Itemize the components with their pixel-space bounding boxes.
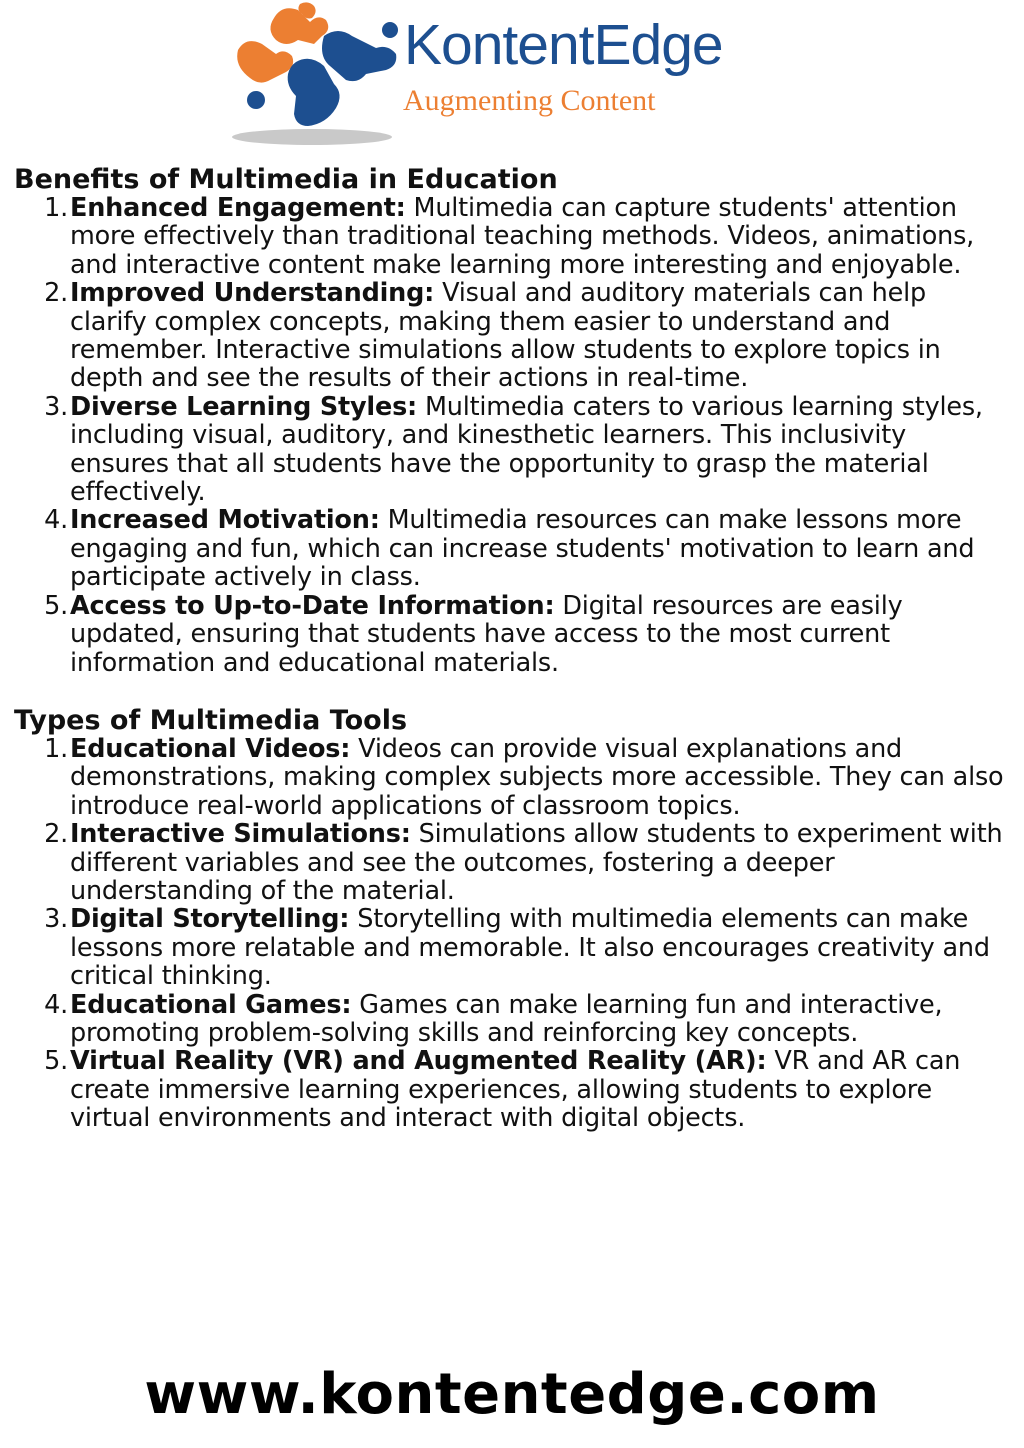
list-item [14,991,1004,1048]
list-number: 5. [44,590,68,621]
item-term: Digital Storytelling: [70,904,350,935]
list-item [14,592,1004,677]
list-number: 4. [44,505,68,536]
list-item [14,393,1004,507]
item-term: Increased Motivation: [70,505,380,536]
logo-name: KontentEdge [404,13,723,77]
item-term: Improved Understanding: [70,278,435,309]
section-title-tools: Types of Multimedia Tools [14,704,408,736]
list-item [14,194,1004,279]
item-text: Games can make learning fun and interactive, promoting problem-solving skills and reinforcing key concepts. [70,989,943,1048]
item-term: Interactive Simulations: [70,819,411,850]
item-term: Educational Videos: [70,733,351,764]
item-text: Multimedia caters to various learning styles, including visual, auditory, and kinesthetic learners. This inclusivity ensures that all students have the opportunity to grasp the material effectively. [70,391,983,508]
list-number: 2. [44,278,68,309]
benefits-list [14,194,1004,677]
logo-puzzle-icon [226,0,406,152]
list-item [14,735,1004,820]
list-number: 1. [44,193,68,223]
section-title-benefits: Benefits of Multimedia in Education [14,164,558,195]
list-number: 2. [44,819,68,850]
list-item [14,820,1004,905]
logo-tagline: Augmenting Content [403,84,656,117]
list-number: 5. [44,1046,68,1077]
website-url: www.kontentedge.com [144,1362,880,1427]
list-item [14,506,1004,591]
item-term: Educational Games: [70,989,352,1020]
item-text: Multimedia can capture students' attention more effectively than traditional teaching methods. Videos, animations, and interactive content make learning more interesting and enjoyable. [70,193,975,280]
list-item [14,279,1004,393]
list-item [14,1047,1004,1132]
item-text: VR and AR can create immersive learning experiences, allowing students to explore virtual environments and interact with digital objects. [70,1046,961,1134]
item-text: Simulations allow students to experiment with different variables and see the outcomes, fostering a deeper understanding of the material. [70,819,1003,906]
item-text: Digital resources are easily updated, ensuring that students have access to the most current information and educational materials. [70,590,903,678]
list-number: 1. [44,733,68,764]
item-term: Virtual Reality (VR) and Augmented Reality (AR): [70,1046,767,1077]
item-text: Visual and auditory materials can help clarify complex concepts, making them easier to understand and remember. Interactive simulations allow students to explore topics in depth and see the results of their actions in real-time. [70,278,941,394]
main-content [14,166,1004,1133]
item-text: Multimedia resources can make lessons more engaging and fun, which can increase students' motivation to learn and participate actively in class. [70,505,975,593]
list-item [14,905,1004,990]
list-number: 3. [44,904,68,935]
tools-list [14,735,1004,1133]
item-text: Storytelling with multimedia elements can make lessons more relatable and memorable. It also encourages creativity and critical thinking. [70,904,990,992]
list-number: 3. [44,391,68,422]
item-text: Videos can provide visual explanations and demonstrations, making complex subjects more accessible. They can also introduce real-world applications of classroom topics. [70,733,1004,821]
item-term: Diverse Learning Styles: [70,391,418,422]
item-term: Access to Up-to-Date Information: [70,590,555,621]
list-number: 4. [44,989,68,1020]
item-term: Enhanced Engagement: [70,193,406,223]
